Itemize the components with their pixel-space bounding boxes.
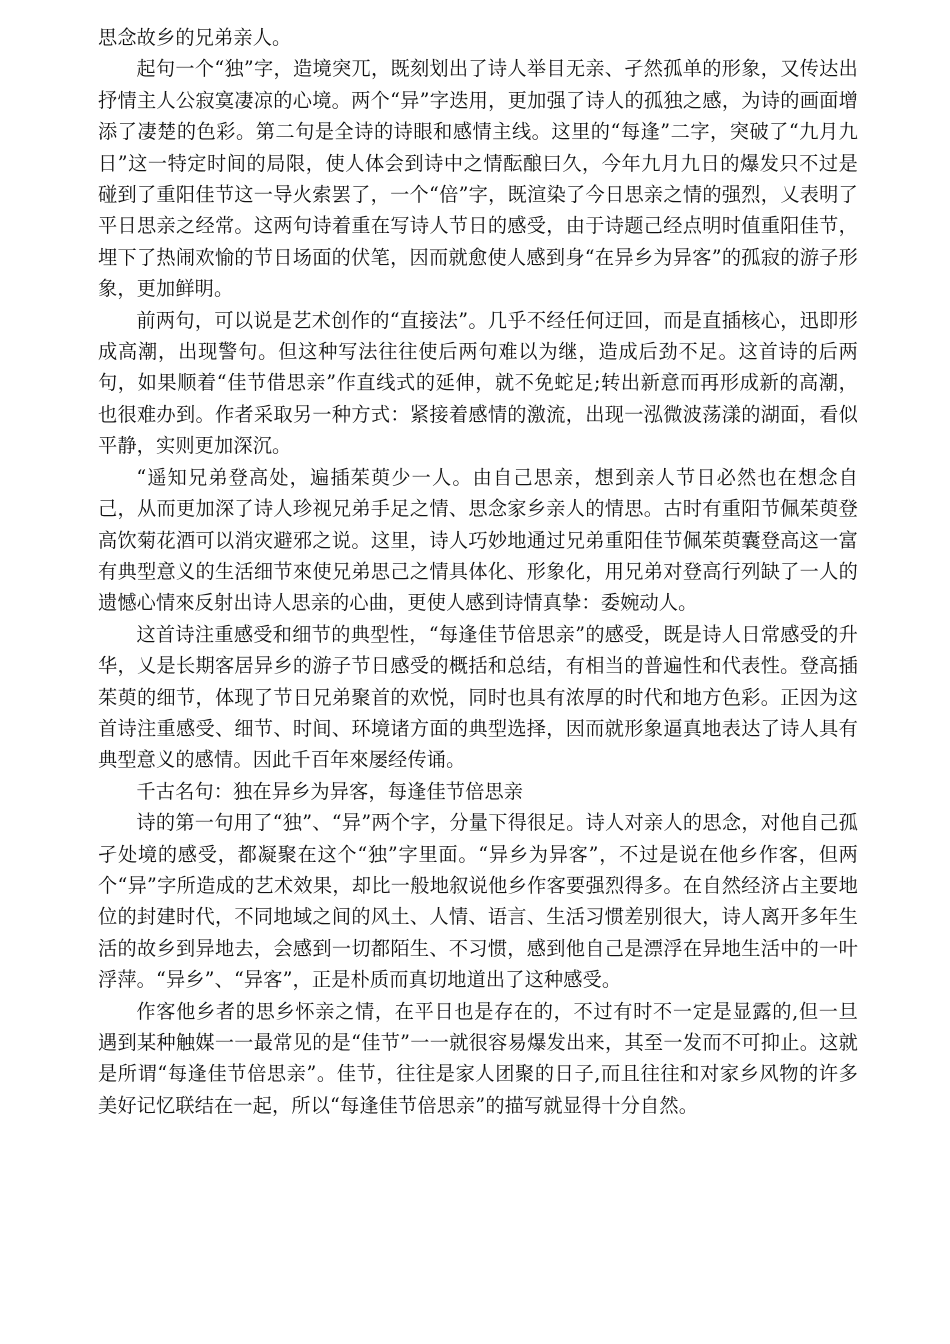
- paragraph-7: 诗的第一句用了“独”、“异”两个字，分量下得很足。诗人对亲人的思念，对他自己孤孑处境的感受，都凝聚在这个“独”字里面。“异乡为异客”，不过是说在他乡作客，但两个“异”字所造成的艺术效果，却比一般地叙说他乡作客要强烈得多。在自然经济占主要地位的封建时代，不同地域之间的风土、人情、语言、生活习惯差别很大，诗人离开多年生活的故乡到异地去，会感到一切都陌生、不习惯，感到他自己是漂浮在异地生活中的一叶浮萍。“异乡”、“异客”，正是朴质而真切地道出了这种感受。: [98, 811, 858, 992]
- paragraph-1: 思念故乡的兄弟亲人。: [98, 26, 292, 49]
- paragraph-3: 前两句，可以说是艺术创作的“直接法”。几乎不经任何迂回，而是直插核心，迅即形成高潮，出现警句。但这种写法往往使后两句难以为继，造成后劲不足。这首诗的后两句，如果顺着“佳节借思亲”作直线式的延伸，就不免蛇足;转出新意而再形成新的高潮，也很难办到。作者采取另一种方式：紧接着感情的激流，出现一泓微波荡漾的湖面，看似平静，实则更加深沉。: [98, 308, 858, 458]
- famous-lines-heading: 千古名句：独在异乡为异客，每逢佳节倍思亲: [136, 779, 524, 803]
- article-body: [98, 22, 858, 1121]
- paragraph-2: 起句一个“独”字，造境突兀，既刻划出了诗人举目无亲、孑然孤单的形象，又传达出抒情主人公寂寞凄凉的心境。两个“异”字迭用，更加强了诗人的孤独之感，为诗的画面增添了凄楚的色彩。第二句是全诗的诗眼和感情主线。这里的“每逢”二字，突破了“九月九日”这一特定时间的局限，使人体会到诗中之情酝酿曰久，今年九月九日的爆发只不过是碰到了重阳佳节这一导火索罢了，一个“倍”字，既渲染了今日思亲之情的强烈，乂表明了平日思亲之经常。这两句诗着重在写诗人节日的感受，由于诗题己经点明时值重阳佳节，埋下了热闹欢愉的节日场面的伏笔，因而就愈使人感到身“在异乡为异客”的孤寂的游子形象，更加鲜明。: [98, 57, 858, 301]
- paragraph-4: “遥知兄弟登高处，遍插茱萸少一人。由自己思亲，想到亲人节日必然也在想念自己，从而更加深了诗人珍视兄弟手足之情、思念家乡亲人的情思。古时有重阳节佩茱萸登高饮菊花酒可以消灾避邪之说。这里，诗人巧妙地通过兄弟重阳佳节佩茱萸囊登高这一富有典型意义的生活细节來使兄弟思己之情具体化、形象化，用兄弟对登高行列缺了一人的遗憾心情來反射出诗人思亲的心曲，更使人感到诗情真挚：委婉动人。: [98, 465, 858, 615]
- paragraph-8: 作客他乡者的思乡怀亲之情，在平日也是存在的，不过有时不一定是显露的,但一旦遇到某种触媒一一最常见的是“佳节”一一就很容易爆发出来，其至一发而不可抑止。这就是所谓“每逢佳节倍思亲”。佳节，往往是家人团聚的日子,而且往往和对家乡风物的许多美好记忆联结在一起，所以“每逢佳节倍思亲”的描写就显得十分自然。: [98, 999, 858, 1117]
- paragraph-5: 这首诗注重感受和细节的典型性，“每逢佳节倍思亲”的感受，既是诗人日常感受的升华，乂是长期客居异乡的游子节日感受的概括和总结，有相当的普遍性和代表性。登高插茱萸的细节，体现了节日兄弟聚首的欢悦，同时也具有浓厚的时代和地方色彩。正因为这首诗注重感受、细节、时间、环境诸方面的典型选择，因而就形象逼真地表达了诗人具有典型意义的感情。因此千百年來屡经传诵。: [98, 622, 858, 772]
